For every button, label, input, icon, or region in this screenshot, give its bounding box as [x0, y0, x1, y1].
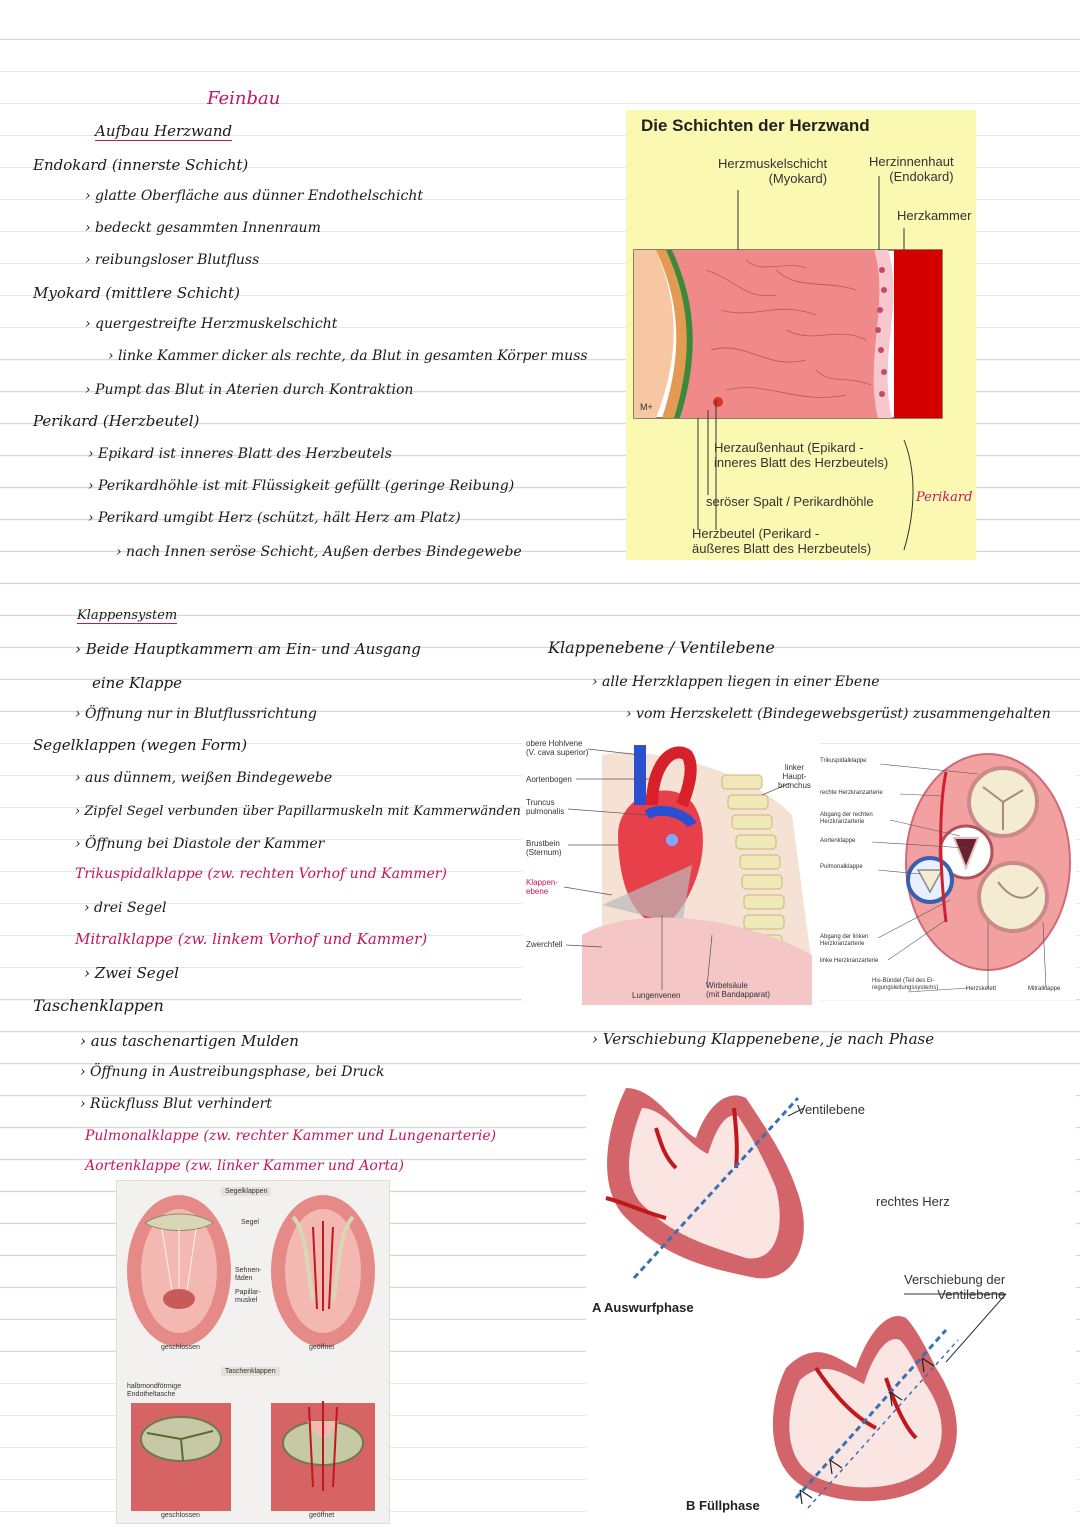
note-line: › Öffnung bei Diastole der Kammer	[75, 836, 325, 852]
label-endotheltasche: halbmondförmige Endotheltasche	[127, 1383, 182, 1398]
label-seroeser-spalt: seröser Spalt / Perikardhöhle	[706, 494, 874, 509]
label-geoeffnet: geöffnet	[309, 1512, 335, 1519]
label-pulmonalklappe: Pulmonalklappe	[820, 864, 863, 870]
note-line: Segelklappen (wegen Form)	[33, 736, 248, 754]
label-truncus: Truncus pulmonalis	[526, 798, 565, 816]
note-line: Taschenklappen	[33, 996, 164, 1015]
note-line: Mitralklappe (zw. linkem Vorhof und Kammer)	[75, 930, 428, 948]
label-zwerchfell: Zwerchfell	[526, 940, 563, 949]
note-line: › Öffnung nur in Blutflussrichtung	[75, 706, 317, 722]
label-fuellphase: B Füllphase	[686, 1498, 760, 1513]
label-epikard: Herzaußenhaut (Epikard - inneres Blatt des Herzbeutels)	[714, 440, 889, 470]
note-line: eine Klappe	[92, 674, 183, 692]
label-abgang-linke: Abgang der linken Herzkranzarterie	[820, 934, 869, 947]
note-line: › Zipfel Segel verbunden über Papillarmuskeln mit Kammerwänden	[75, 804, 521, 819]
note-line: › reibungsloser Blutfluss	[85, 252, 260, 268]
valve-top-figure	[818, 752, 1076, 1000]
label-his-buendel: His-Bündel (Teil des Er- regungsleitungssystems)	[872, 978, 939, 991]
note-line: › vom Herzskelett (Bindegewebsgerüst) zusammengehalten	[626, 706, 1051, 722]
note-line: › bedeckt gesammten Innenraum	[85, 220, 321, 236]
note-line: › nach Innen seröse Schicht, Außen derbes Bindegewebe	[116, 544, 522, 560]
figure-title: Die Schichten der Herzwand	[641, 116, 870, 135]
label-endokard: Herzinnenhaut (Endokard)	[869, 154, 954, 184]
note-line: › Perikard umgibt Herz (schützt, hält Herz am Platz)	[88, 510, 461, 526]
label-mitralklappe: Mitralklappe	[1028, 986, 1061, 992]
label-abgang-rechte: Abgang der rechten Herzkranzarterie	[820, 812, 873, 825]
note-line: › alle Herzklappen liegen in einer Ebene	[592, 674, 880, 690]
note-line: › Öffnung in Austreibungsphase, bei Druck	[80, 1064, 385, 1080]
valve-plane-heading: Klappenebene / Ventilebene	[548, 638, 775, 657]
label-myokard: Herzmuskelschicht (Myokard)	[718, 156, 828, 186]
label-wirbelsaeule: Wirbelsäule (mit Bandapparat)	[706, 981, 771, 999]
valves-figure	[116, 1180, 390, 1524]
note-line: › drei Segel	[84, 900, 167, 916]
label-rechte-kranzarterie: rechte Herzkranzarterie	[820, 790, 883, 796]
label-papillarmuskel: Papillar- muskel	[235, 1289, 261, 1304]
valves-heading: Klappensystem	[77, 608, 178, 623]
note-line: › Pumpt das Blut in Aterien durch Kontraktion	[85, 382, 414, 398]
label-rechtes-herz: rechtes Herz	[876, 1194, 950, 1209]
label-verschiebung: Verschiebung der Ventilebene	[904, 1272, 1006, 1302]
label-herzkammer: Herzkammer	[897, 208, 972, 223]
label-taschenklappen: Taschenklappen	[221, 1367, 280, 1376]
note-line: › Zwei Segel	[84, 964, 179, 982]
note-line: › linke Kammer dicker als rechte, da Blut in gesamten Körper muss	[108, 348, 588, 364]
label-aortenbogen: Aortenbogen	[526, 775, 572, 784]
note-line: › aus taschenartigen Mulden	[80, 1032, 299, 1050]
label-hohlvene: obere Hohlvene (V. cava superior)	[526, 739, 589, 757]
label-geschlossen: geschlossen	[161, 1344, 200, 1351]
heart-wall-heading: Aufbau Herzwand	[95, 122, 233, 140]
label-trikuspidal: Trikuspidalklappe	[820, 758, 867, 764]
note-line: Trikuspidalklappe (zw. rechten Vorhof und Kammer)	[75, 866, 447, 882]
note-line: › Beide Hauptkammern am Ein- und Ausgang	[75, 640, 421, 658]
label-segelklappen: Segelklappen	[221, 1187, 271, 1196]
note-line: › quergestreifte Herzmuskelschicht	[85, 316, 338, 332]
note-line: Endokard (innerste Schicht)	[33, 156, 249, 174]
note-line: › Verschiebung Klappenebene, je nach Phase	[592, 1030, 935, 1048]
label-mark: M+	[640, 402, 653, 412]
label-brustbein: Brustbein (Sternum)	[526, 839, 562, 857]
perikard-annotation: Perikard	[916, 490, 973, 505]
note-line: › Epikard ist inneres Blatt des Herzbeutels	[88, 446, 392, 462]
label-ventilebene: Ventilebene	[797, 1102, 865, 1117]
note-line: › Perikardhöhle ist mit Flüssigkeit gefüllt (geringe Reibung)	[88, 478, 515, 494]
note-line: Aortenklappe (zw. linker Kammer und Aorta)	[85, 1158, 404, 1174]
note-line: Perikard (Herzbeutel)	[33, 412, 200, 430]
label-herzskelett: Herzskelett	[966, 986, 997, 992]
note-line: › Rückfluss Blut verhindert	[80, 1096, 272, 1112]
label-herzbeutel: Herzbeutel (Perikard - äußeres Blatt des Herzbeutels)	[692, 526, 872, 556]
note-line: Pulmonalklappe (zw. rechter Kammer und Lungenarterie)	[85, 1128, 497, 1144]
label-sehnenfaeden: Sehnen- fäden	[235, 1267, 262, 1282]
label-klappenebene: Klappen- ebene	[526, 878, 559, 896]
label-linke-kranzarterie: linke Herzkranzarterie	[820, 958, 879, 964]
note-line: › glatte Oberfläche aus dünner Endothelschicht	[85, 188, 423, 204]
page-title: Feinbau	[207, 88, 281, 109]
label-lungenvenen: Lungenvenen	[632, 991, 681, 1000]
note-line: › aus dünnem, weißen Bindegewebe	[75, 770, 333, 786]
note-line: Myokard (mittlere Schicht)	[33, 284, 240, 302]
label-geschlossen: geschlossen	[161, 1512, 200, 1519]
phases-figure	[586, 1068, 1076, 1520]
label-auswurfphase: A Auswurfphase	[592, 1300, 694, 1315]
chest-figure	[522, 735, 820, 1005]
label-geoeffnet: geöffnet	[309, 1344, 335, 1351]
label-aortenklappe: Aortenklappe	[820, 838, 856, 844]
label-segel: Segel	[241, 1219, 259, 1226]
label-hauptbronchus: linker Haupt- bronchus	[778, 763, 811, 790]
